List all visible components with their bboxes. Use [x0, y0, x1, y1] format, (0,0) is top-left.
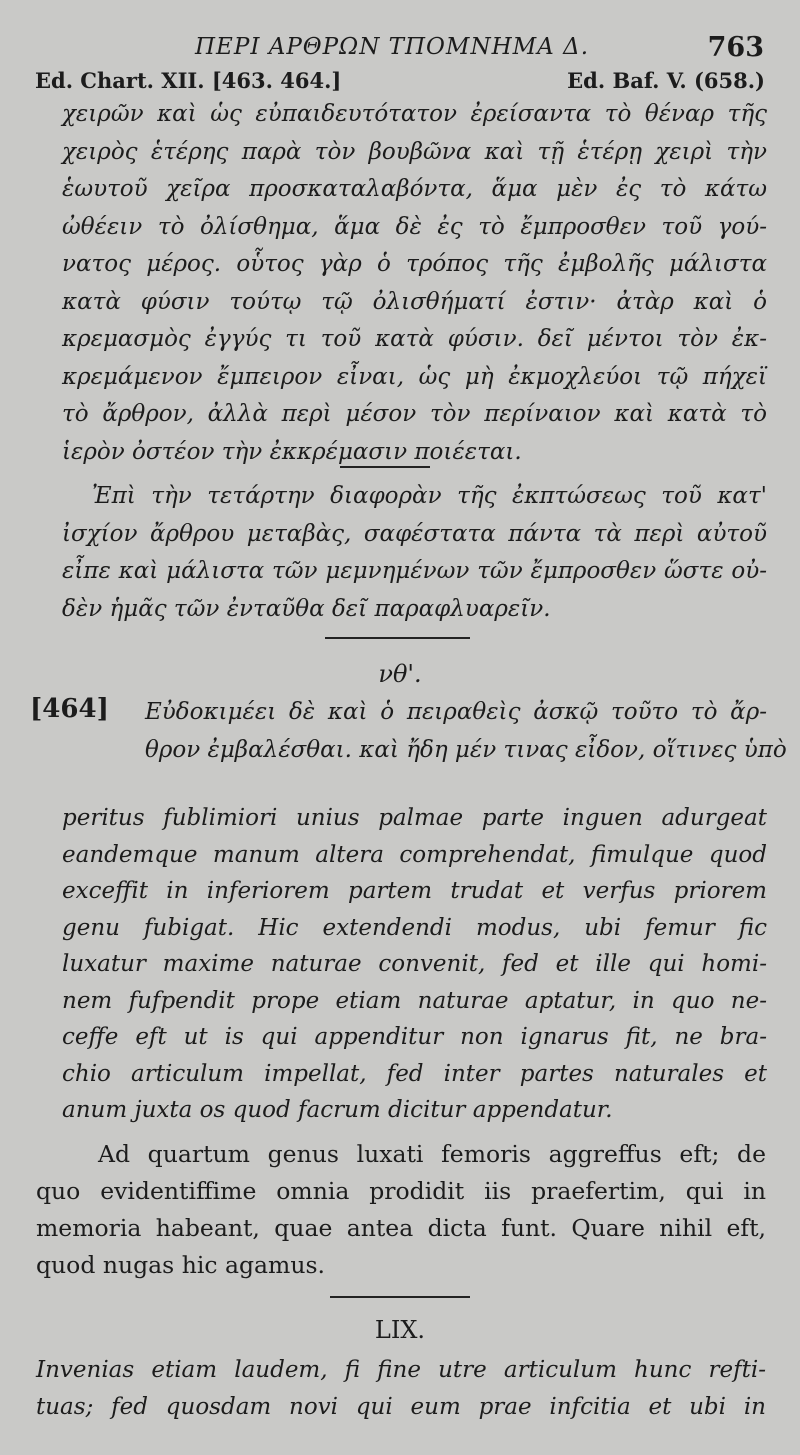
text-line: νατος μέρος. οὗτος γὰρ ὁ τρόπος τῆς ἐμβολῆς μάλιστα [62, 251, 767, 277]
text-line: κρεμασμὸς ἐγγύς τι τοῦ κατὰ φύσιν. δεῖ μέντοι τὸν ἐκ- [62, 326, 767, 352]
text-line: Ἐπὶ τὴν τετάρτην διαφορὰν τῆς ἐκπτώσεως τοῦ κατ' [92, 483, 767, 509]
text-line: Invenias etiam laudem, fi fine utre articulum hunc refti- [36, 1357, 766, 1383]
divider-rule [340, 466, 430, 468]
text-line: χειρῶν καὶ ὡς εὐπαιδευτότατον ἐρείσαντα τὸ θέναρ τῆς [62, 101, 767, 127]
text-line: eandemque manum altera comprehendat, fimulque quod [62, 841, 767, 868]
text-line: tuas; fed quosdam novi qui eum prae infcitia et ubi in [36, 1393, 766, 1420]
text-line: δὲν ἡμᾶς τῶν ἐνταῦθα δεῖ παραφλυαρεῖν. [62, 595, 551, 622]
text-line: genu fubigat. Hic extendendi modus, ubi femur fic [62, 914, 767, 941]
edition-basel: Ed. Baf. V. (658.) [567, 68, 765, 93]
text-line: ὠθέειν τὸ ὀλίσθημα, ἅμα δὲ ἐς τὸ ἔμπροσθεν τοῦ γού- [62, 213, 767, 240]
page-reference-marker: [464] [30, 694, 109, 724]
text-line: ἱερὸν ὀστέον τὴν ἐκκρέμασιν ποιέεται. [62, 438, 522, 465]
text-line: ἰσχίον ἄρθρου μεταβὰς, σαφέστατα πάντα τὰ περὶ αὐτοῦ [62, 520, 767, 547]
text-line: exceffit in inferiorem partem trudat et verfus priorem [62, 878, 767, 904]
text-line: Εὐδοκιμέει δὲ καὶ ὁ πειραθεὶς ἀσκῷ τοῦτο τὸ ἄρ- [145, 699, 767, 725]
text-line: ἑωυτοῦ χεῖρα προσκαταλαβόντα, ἅμα μὲν ἐς τὸ κάτω [62, 176, 767, 202]
text-line: peritus fublimiori unius palmae parte inguen adurgeat [62, 805, 767, 831]
section-number-greek: νθ'. [378, 660, 422, 688]
text-line: θρον ἐμβαλέσθαι. καὶ ἤδη μέν τινας εἶδον, οἵτινες ὑπὸ [145, 736, 787, 763]
text-line: κρεμάμενον ἔμπειρον εἶναι, ὡς μὴ ἐκμοχλεύοι τῷ πήχεϊ [62, 363, 767, 390]
greek-commentary-paragraph [62, 478, 767, 628]
greek-paragraph-2 [145, 694, 787, 769]
latin-translation-paragraph [62, 800, 767, 1129]
latin-final-paragraph [36, 1352, 766, 1425]
divider-rule [330, 1296, 470, 1298]
divider-rule [325, 637, 470, 639]
text-line: Ad quartum genus luxati femoris aggreffus eft; de [98, 1140, 766, 1168]
section-number-latin: LIX. [374, 1316, 426, 1344]
text-line: quo evidentiffime omnia prodidit iis praefertim, qui in [36, 1177, 766, 1205]
text-line: nem fufpendit prope etiam naturae aptatur, in quo ne- [62, 987, 767, 1014]
page-header [0, 32, 800, 68]
text-line: τὸ ἄρθρον, ἀλλὰ περὶ μέσον τὸν περίναιον καὶ κατὰ τὸ [62, 401, 767, 427]
edition-chartier: Ed. Chart. XII. [463. 464.] [35, 68, 342, 93]
edition-line [35, 68, 765, 98]
text-line: quod nugas hic agamus. [36, 1251, 325, 1279]
page-number: 763 [707, 32, 764, 63]
text-line: εἶπε καὶ μάλιστα τῶν μεμνημένων τῶν ἔμπροσθεν ὥστε οὐ- [62, 558, 767, 584]
text-line: κατὰ φύσιν τούτῳ τῷ ὀλισθήματί ἐστιν· ἀτὰρ καὶ ὁ [62, 288, 767, 315]
latin-commentary-paragraph [36, 1136, 766, 1284]
running-title: ΠΕΡΙ ΑΡΘΡΩΝ ΤΠΟΜΝΗΜΑ Δ. [195, 34, 590, 60]
text-line: chio articulum impellat, fed inter partes naturales et [62, 1060, 767, 1087]
text-line: memoria habeant, quae antea dicta funt. Quare nihil eft, [36, 1214, 766, 1242]
text-line: anum juxta os quod facrum dicitur appendatur. [62, 1097, 613, 1123]
text-line: luxatur maxime naturae convenit, fed et ille qui homi- [62, 951, 767, 977]
text-line: ceffe eft ut is qui appenditur non ignarus fit, ne bra- [62, 1024, 767, 1050]
greek-paragraph-1 [62, 96, 767, 471]
text-line: χειρὸς ἑτέρης παρὰ τὸν βουβῶνα καὶ τῇ ἑτέρῃ χειρὶ τὴν [62, 138, 767, 165]
